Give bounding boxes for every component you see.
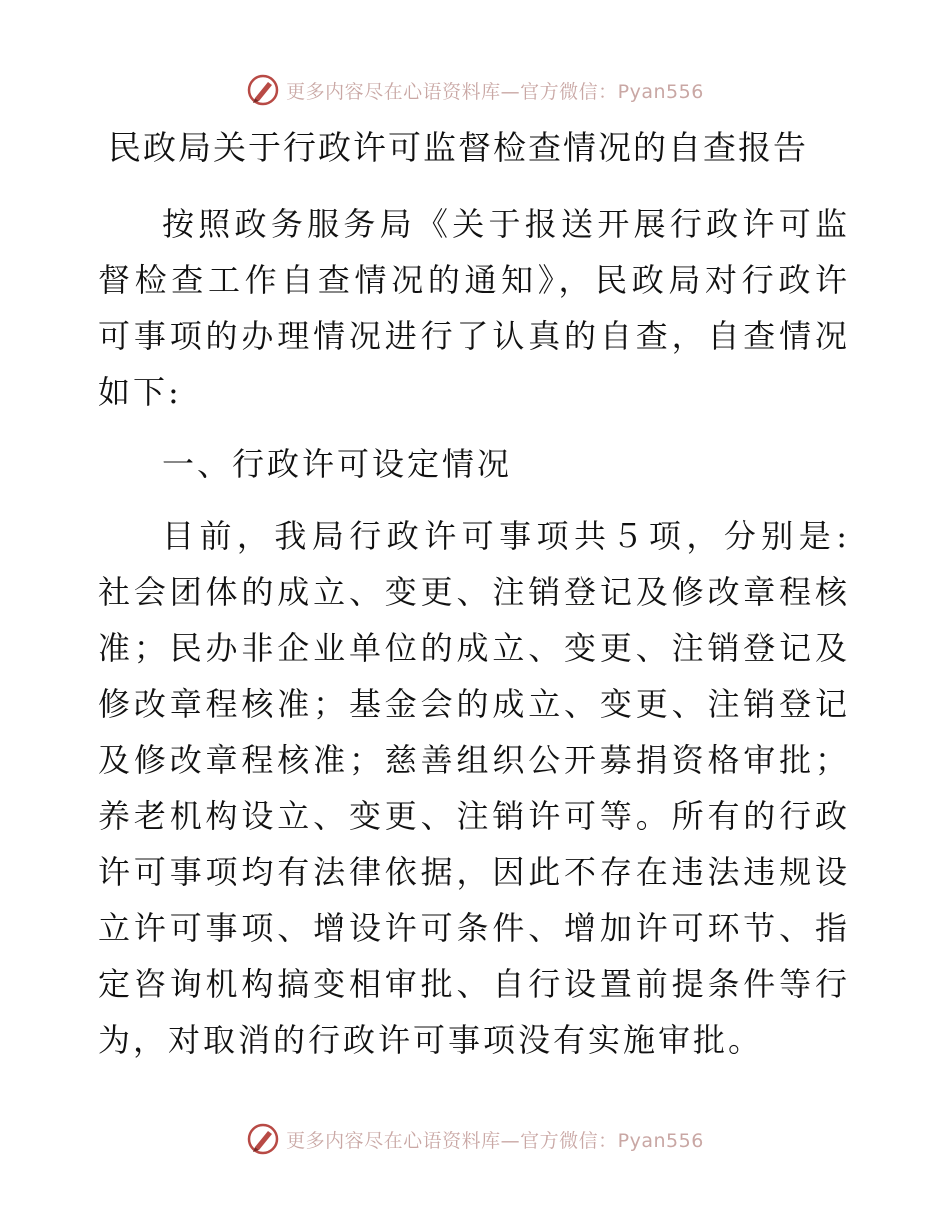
intro-paragraph: 按照政务服务局《关于报送开展行政许可监督检查工作自查情况的通知》，民政局对行政许可事项的办理情况进行了认真的自查，自查情况如下: — [98, 205, 850, 411]
watermark-banner-bottom — [0, 1121, 950, 1157]
watermark-text: 更多内容尽在心语资料库—官方微信：Pyan556 — [286, 80, 704, 103]
pen-logo-icon — [246, 1122, 280, 1156]
document-body — [98, 196, 850, 1068]
pen-logo-icon — [246, 73, 280, 107]
document-title: 民政局关于行政许可监督检查情况的自查报告 — [108, 128, 808, 167]
watermark-banner-top — [0, 72, 950, 108]
watermark-handle: Pyan556 — [617, 1129, 704, 1152]
watermark-text: 更多内容尽在心语资料库—官方微信：Pyan556 — [286, 1129, 704, 1152]
watermark-handle: Pyan556 — [617, 80, 704, 103]
section-heading: 一、行政许可设定情况 — [162, 445, 513, 483]
section-paragraph: 目前，我局行政许可事项共５项，分别是: 社会团体的成立、变更、注销登记及修改章程核准；民办非企业单位的成立、变更、注销登记及修改章程核准；基金会的成立、变更、注销登记及修改章程核准；慈善组织公开募捐资格审批；养老机构设立、变更、注销许可等。所有的行政许可事项均有法律依据，因此不存在违法违规设立许可事项、增设许可条件、增加许可环节、指定咨询机构搞变相审批、自行设置前提条件等行为，对取消的行政许可事项没有实施审批。 — [98, 517, 850, 1059]
